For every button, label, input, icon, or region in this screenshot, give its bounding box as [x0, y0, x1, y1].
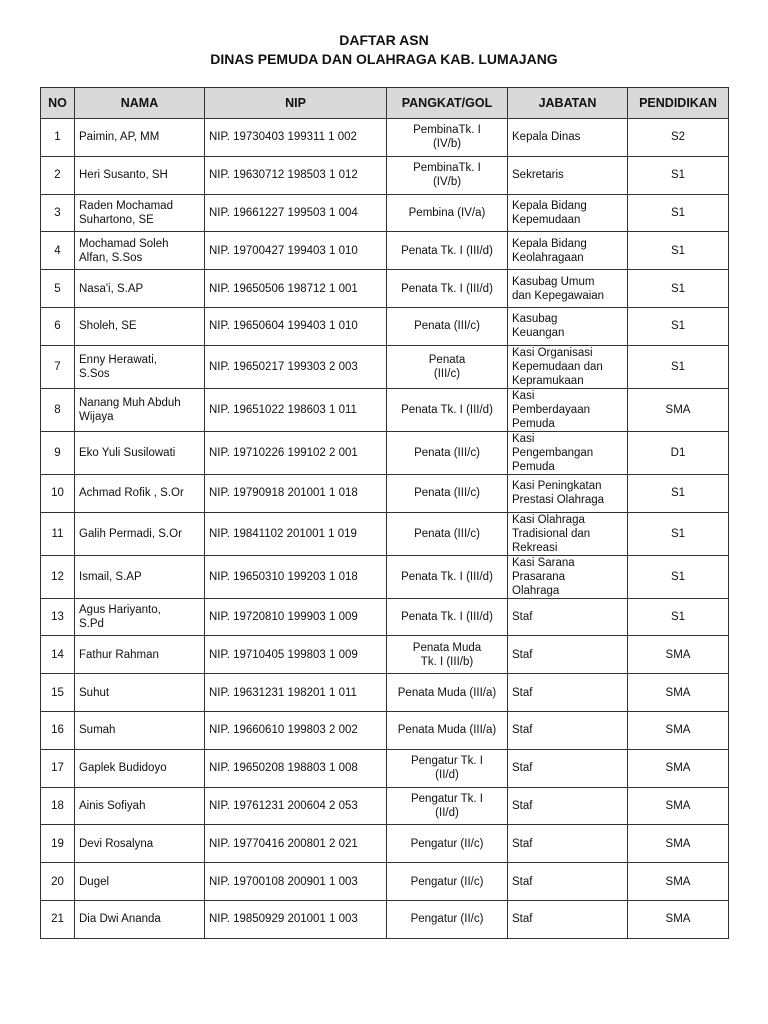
cell-pangkat-gol: PembinaTk. I (IV/b): [387, 119, 508, 157]
table-row: [41, 232, 729, 270]
table-row: [41, 749, 729, 787]
cell-nama: Galih Permadi, S.Or: [75, 512, 205, 555]
cell-jabatan: Staf: [508, 711, 628, 749]
cell-nip: NIP. 19730403 199311 1 002: [205, 119, 387, 157]
cell-pendidikan: S1: [628, 270, 729, 308]
cell-jabatan: Kasi Olahraga Tradisional dan Rekreasi: [508, 512, 628, 555]
cell-nama: Ainis Sofiyah: [75, 787, 205, 825]
cell-jabatan: Sekretaris: [508, 156, 628, 194]
cell-no: 12: [41, 555, 75, 598]
cell-nama: Mochamad Soleh Alfan, S.Sos: [75, 232, 205, 270]
table-row: [41, 307, 729, 345]
cell-pendidikan: S1: [628, 474, 729, 512]
cell-no: 6: [41, 307, 75, 345]
cell-pangkat-gol: Pengatur Tk. I (II/d): [387, 749, 508, 787]
table-row: [41, 431, 729, 474]
cell-pendidikan: S1: [628, 345, 729, 388]
cell-pangkat-gol: Pengatur Tk. I (II/d): [387, 787, 508, 825]
cell-nip: NIP. 19790918 201001 1 018: [205, 474, 387, 512]
cell-nip: NIP. 19651022 198603 1 011: [205, 388, 387, 431]
cell-jabatan: Kasubag Keuangan: [508, 307, 628, 345]
cell-pendidikan: S1: [628, 194, 729, 232]
cell-no: 20: [41, 863, 75, 901]
header-pangkat-gol: PANGKAT/GOL: [387, 88, 508, 119]
cell-pangkat-gol: Penata Tk. I (III/d): [387, 555, 508, 598]
cell-pendidikan: S1: [628, 156, 729, 194]
cell-pendidikan: S2: [628, 119, 729, 157]
table-row: [41, 674, 729, 712]
cell-pendidikan: S1: [628, 598, 729, 636]
cell-nama: Sholeh, SE: [75, 307, 205, 345]
cell-pendidikan: SMA: [628, 711, 729, 749]
cell-nama: Devi Rosalyna: [75, 825, 205, 863]
cell-nama: Raden Mochamad Suhartono, SE: [75, 194, 205, 232]
cell-pangkat-gol: Penata (III/c): [387, 431, 508, 474]
cell-jabatan: Staf: [508, 598, 628, 636]
cell-nama: Nanang Muh Abduh Wijaya: [75, 388, 205, 431]
cell-pangkat-gol: Penata Muda (III/a): [387, 674, 508, 712]
cell-jabatan: Staf: [508, 787, 628, 825]
cell-nama: Paimin, AP, MM: [75, 119, 205, 157]
cell-pangkat-gol: Pengatur (II/c): [387, 825, 508, 863]
cell-jabatan: Staf: [508, 863, 628, 901]
cell-pangkat-gol: Penata Muda (III/a): [387, 711, 508, 749]
cell-pendidikan: SMA: [628, 388, 729, 431]
cell-nip: NIP. 19650604 199403 1 010: [205, 307, 387, 345]
cell-no: 3: [41, 194, 75, 232]
cell-nama: Gaplek Budidoyo: [75, 749, 205, 787]
cell-jabatan: Kepala Dinas: [508, 119, 628, 157]
cell-nama: Heri Susanto, SH: [75, 156, 205, 194]
cell-pangkat-gol: Penata (III/c): [387, 474, 508, 512]
cell-jabatan: Kepala Bidang Keolahragaan: [508, 232, 628, 270]
cell-no: 7: [41, 345, 75, 388]
cell-no: 5: [41, 270, 75, 308]
cell-pendidikan: SMA: [628, 636, 729, 674]
cell-jabatan: Staf: [508, 636, 628, 674]
cell-nip: NIP. 19761231 200604 2 053: [205, 787, 387, 825]
cell-pangkat-gol: Penata (III/c): [387, 512, 508, 555]
header-nama: NAMA: [75, 88, 205, 119]
cell-nip: NIP. 19650208 198803 1 008: [205, 749, 387, 787]
cell-nama: Sumah: [75, 711, 205, 749]
cell-no: 18: [41, 787, 75, 825]
cell-jabatan: Kasubag Umum dan Kepegawaian: [508, 270, 628, 308]
cell-pangkat-gol: Penata Tk. I (III/d): [387, 388, 508, 431]
cell-nip: NIP. 19650310 199203 1 018: [205, 555, 387, 598]
cell-nip: NIP. 19710405 199803 1 009: [205, 636, 387, 674]
cell-nip: NIP. 19650217 199303 2 003: [205, 345, 387, 388]
cell-nama: Dugel: [75, 863, 205, 901]
cell-nip: NIP. 19700427 199403 1 010: [205, 232, 387, 270]
cell-nip: NIP. 19660610 199803 2 002: [205, 711, 387, 749]
cell-jabatan: Staf: [508, 674, 628, 712]
cell-pendidikan: S1: [628, 307, 729, 345]
cell-nip: NIP. 19631231 198201 1 011: [205, 674, 387, 712]
table-row: [41, 474, 729, 512]
table-row: [41, 270, 729, 308]
document-title: DAFTAR ASN: [339, 32, 429, 48]
cell-nip: NIP. 19650506 198712 1 001: [205, 270, 387, 308]
table-row: [41, 345, 729, 388]
cell-pendidikan: SMA: [628, 863, 729, 901]
cell-jabatan: Kasi Pengembangan Pemuda: [508, 431, 628, 474]
cell-pangkat-gol: Pengatur (II/c): [387, 900, 508, 938]
cell-jabatan: Staf: [508, 749, 628, 787]
cell-nip: NIP. 19710226 199102 2 001: [205, 431, 387, 474]
cell-no: 16: [41, 711, 75, 749]
table-row: [41, 156, 729, 194]
cell-pangkat-gol: Penata Tk. I (III/d): [387, 598, 508, 636]
cell-no: 10: [41, 474, 75, 512]
cell-nama: Fathur Rahman: [75, 636, 205, 674]
document-subtitle: DINAS PEMUDA DAN OLAHRAGA KAB. LUMAJANG: [210, 51, 558, 67]
cell-pangkat-gol: Pengatur (II/c): [387, 863, 508, 901]
table-row: [41, 787, 729, 825]
cell-jabatan: Kasi Pemberdayaan Pemuda: [508, 388, 628, 431]
cell-no: 8: [41, 388, 75, 431]
cell-jabatan: Staf: [508, 825, 628, 863]
cell-no: 15: [41, 674, 75, 712]
cell-jabatan: Kepala Bidang Kepemudaan: [508, 194, 628, 232]
table-row: [41, 512, 729, 555]
cell-jabatan: Kasi Organisasi Kepemudaan dan Kepramukaan: [508, 345, 628, 388]
table-header-row: [41, 88, 729, 119]
cell-jabatan: Staf: [508, 900, 628, 938]
cell-pangkat-gol: Penata (III/c): [387, 307, 508, 345]
cell-nip: NIP. 19661227 199503 1 004: [205, 194, 387, 232]
cell-no: 11: [41, 512, 75, 555]
cell-no: 1: [41, 119, 75, 157]
table-row: [41, 598, 729, 636]
table-row: [41, 636, 729, 674]
cell-pangkat-gol: Penata (III/c): [387, 345, 508, 388]
cell-nip: NIP. 19720810 199903 1 009: [205, 598, 387, 636]
cell-nip: NIP. 19850929 201001 1 003: [205, 900, 387, 938]
table-row: [41, 555, 729, 598]
cell-pendidikan: S1: [628, 555, 729, 598]
header-pendidikan: PENDIDIKAN: [628, 88, 729, 119]
cell-pendidikan: SMA: [628, 674, 729, 712]
cell-nama: Nasa'i, S.AP: [75, 270, 205, 308]
cell-pendidikan: SMA: [628, 749, 729, 787]
cell-no: 19: [41, 825, 75, 863]
cell-no: 9: [41, 431, 75, 474]
cell-nama: Achmad Rofik , S.Or: [75, 474, 205, 512]
cell-pangkat-gol: Pembina (IV/a): [387, 194, 508, 232]
table-row: [41, 900, 729, 938]
cell-nama: Suhut: [75, 674, 205, 712]
header-nip: NIP: [205, 88, 387, 119]
cell-nama: Eko Yuli Susilowati: [75, 431, 205, 474]
cell-nip: NIP. 19770416 200801 2 021: [205, 825, 387, 863]
asn-table: [40, 87, 729, 939]
cell-pangkat-gol: PembinaTk. I (IV/b): [387, 156, 508, 194]
cell-nip: NIP. 19841102 201001 1 019: [205, 512, 387, 555]
cell-jabatan: Kasi Peningkatan Prestasi Olahraga: [508, 474, 628, 512]
header-no: NO: [41, 88, 75, 119]
cell-no: 14: [41, 636, 75, 674]
table-row: [41, 119, 729, 157]
cell-no: 13: [41, 598, 75, 636]
cell-nama: Agus Hariyanto, S.Pd: [75, 598, 205, 636]
cell-pendidikan: S1: [628, 232, 729, 270]
cell-nama: Dia Dwi Ananda: [75, 900, 205, 938]
cell-pendidikan: D1: [628, 431, 729, 474]
table-row: [41, 194, 729, 232]
table-row: [41, 863, 729, 901]
cell-pendidikan: SMA: [628, 825, 729, 863]
cell-nip: NIP. 19630712 198503 1 012: [205, 156, 387, 194]
table-row: [41, 711, 729, 749]
cell-no: 21: [41, 900, 75, 938]
cell-pendidikan: SMA: [628, 787, 729, 825]
cell-pangkat-gol: Penata Muda Tk. I (III/b): [387, 636, 508, 674]
header-jabatan: JABATAN: [508, 88, 628, 119]
cell-pendidikan: S1: [628, 512, 729, 555]
cell-jabatan: Kasi Sarana Prasarana Olahraga: [508, 555, 628, 598]
cell-nip: NIP. 19700108 200901 1 003: [205, 863, 387, 901]
cell-pangkat-gol: Penata Tk. I (III/d): [387, 232, 508, 270]
cell-nama: Enny Herawati, S.Sos: [75, 345, 205, 388]
cell-no: 4: [41, 232, 75, 270]
cell-pangkat-gol: Penata Tk. I (III/d): [387, 270, 508, 308]
cell-no: 17: [41, 749, 75, 787]
table-row: [41, 825, 729, 863]
cell-pendidikan: SMA: [628, 900, 729, 938]
cell-nama: Ismail, S.AP: [75, 555, 205, 598]
table-row: [41, 388, 729, 431]
cell-no: 2: [41, 156, 75, 194]
